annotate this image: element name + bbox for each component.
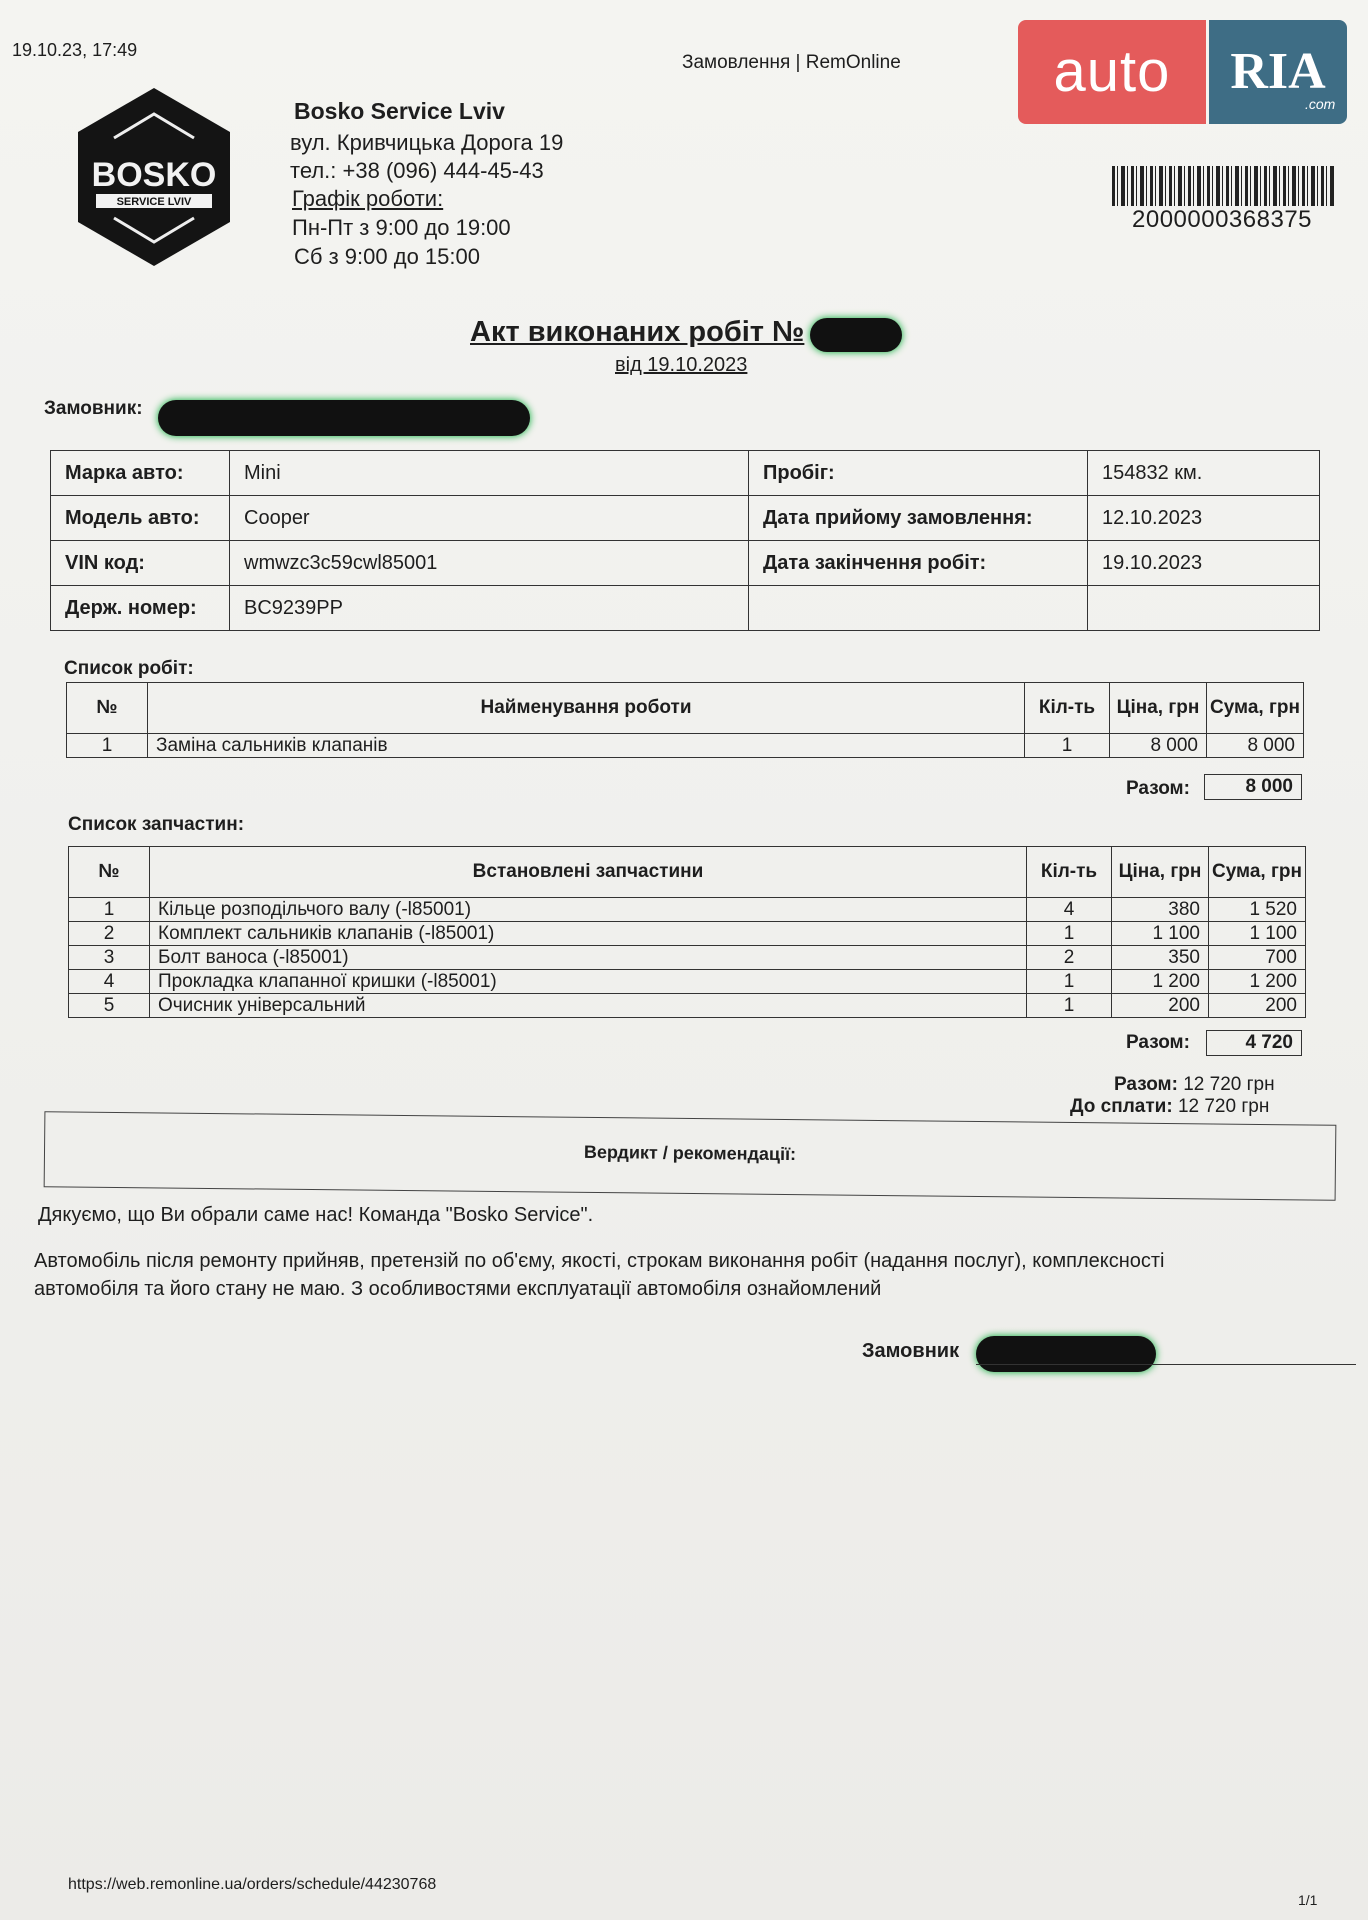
row-price: 1 100: [1112, 922, 1209, 946]
empty-cell: [749, 586, 1088, 631]
row-sum: 1 520: [1209, 898, 1306, 922]
row-price: 1 200: [1112, 970, 1209, 994]
row-num: 1: [69, 898, 150, 922]
works-table: [66, 682, 1304, 758]
col-num: №: [69, 847, 150, 898]
row-name: Прокладка клапанної кришки (-l85001): [150, 970, 1027, 994]
thanks-text: Дякуємо, що Ви обрали саме нас! Команда "Bosko Service".: [38, 1204, 594, 1226]
vehicle-info-table: [50, 450, 1320, 631]
amount-due: [1070, 1096, 1269, 1118]
barcode-image: [1112, 166, 1336, 206]
col-sum: Сума, грн: [1209, 847, 1306, 898]
print-header-title: Замовлення | RemOnline: [682, 52, 901, 73]
disclaimer-line-1: Автомобіль після ремонту прийняв, претензій по об'єму, якості, строкам виконання робіт (надання послуг), комплексності: [34, 1250, 1165, 1272]
signature-line: [976, 1364, 1356, 1365]
plate-value: BC9239PP: [230, 586, 749, 631]
company-address: вул. Кривчицька Дорога 19: [290, 130, 564, 155]
print-datetime: 19.10.23, 17:49: [12, 40, 138, 60]
redaction-act-number: [810, 318, 902, 352]
row-num: 5: [69, 994, 150, 1018]
schedule-weekdays: Пн-Пт з 9:00 до 19:00: [292, 215, 511, 240]
accept-date-value: 12.10.2023: [1088, 496, 1320, 541]
row-sum: 1 200: [1209, 970, 1306, 994]
finish-date-value: 19.10.2023: [1088, 541, 1320, 586]
parts-total-value: 4 720: [1206, 1030, 1302, 1056]
works-total-label: Разом:: [1126, 778, 1190, 799]
vin-value: wmwzc3c59cwl85001: [230, 541, 749, 586]
row-qty: 2: [1027, 946, 1112, 970]
table-row: [69, 922, 1306, 946]
mileage-value: 154832 км.: [1088, 451, 1320, 496]
row-num: 2: [69, 922, 150, 946]
table-row: [69, 946, 1306, 970]
disclaimer-line-2: автомобіля та його стану не маю. З особливостями експлуатації автомобіля ознайомлений: [34, 1278, 882, 1300]
col-sum: Сума, грн: [1207, 683, 1304, 734]
mileage-label: Пробіг:: [749, 451, 1088, 496]
vin-label: VIN код:: [51, 541, 230, 586]
row-sum: 200: [1209, 994, 1306, 1018]
bosko-logo: [74, 86, 234, 268]
watermark-auto: auto: [1018, 20, 1206, 124]
col-name: Найменування роботи: [148, 683, 1025, 734]
row-name: Заміна сальників клапанів: [148, 734, 1025, 758]
logo-word: BOSKO: [91, 156, 217, 194]
works-total-value: 8 000: [1204, 774, 1302, 800]
parts-total-label: Разом:: [1126, 1032, 1190, 1053]
row-price: 200: [1112, 994, 1209, 1018]
schedule-label: Графік роботи:: [292, 186, 444, 211]
footer-url: https://web.remonline.ua/orders/schedule/44230768: [68, 1876, 437, 1893]
act-date: від 19.10.2023: [615, 354, 748, 376]
watermark-ria: RIA: [1209, 20, 1347, 124]
amount-due-value: 12 720 грн: [1177, 1096, 1270, 1117]
row-sum: 1 100: [1209, 922, 1306, 946]
empty-cell: [1088, 586, 1320, 631]
col-price: Ціна, грн: [1112, 847, 1209, 898]
customer-label: Замовник:: [44, 398, 143, 419]
plate-label: Держ. номер:: [51, 586, 230, 631]
verdict-box: [44, 1111, 1337, 1201]
table-row: [69, 994, 1306, 1018]
row-qty: 1: [1025, 734, 1110, 758]
accept-date-label: Дата прийому замовлення:: [749, 496, 1088, 541]
redaction-customer: [158, 400, 530, 436]
row-name: Комплект сальників клапанів (-l85001): [150, 922, 1027, 946]
schedule-saturday: Сб з 9:00 до 15:00: [294, 244, 480, 269]
row-price: 380: [1112, 898, 1209, 922]
watermark-com: .com: [1305, 96, 1336, 112]
row-name: Очисник універсальний: [150, 994, 1027, 1018]
col-qty: Кіл-ть: [1027, 847, 1112, 898]
table-row: [69, 898, 1306, 922]
col-qty: Кіл-ть: [1025, 683, 1110, 734]
make-value: Mini: [230, 451, 749, 496]
logo-sub: SERVICE LVIV: [116, 196, 192, 208]
row-price: 350: [1112, 946, 1209, 970]
row-qty: 1: [1027, 970, 1112, 994]
model-label: Модель авто:: [51, 496, 230, 541]
act-title: Акт виконаних робіт №: [470, 316, 805, 348]
col-num: №: [67, 683, 148, 734]
finish-date-label: Дата закінчення робіт:: [749, 541, 1088, 586]
row-num: 1: [67, 734, 148, 758]
works-section-title: Список робіт:: [64, 658, 194, 679]
table-row: [67, 734, 1304, 758]
row-qty: 1: [1027, 922, 1112, 946]
table-row: [69, 970, 1306, 994]
grand-total: [1114, 1074, 1275, 1096]
row-name: Кільце розподільчого валу (-l85001): [150, 898, 1027, 922]
amount-due-label: До сплати:: [1070, 1096, 1173, 1117]
row-num: 4: [69, 970, 150, 994]
parts-section-title: Список запчастин:: [68, 814, 245, 835]
company-name: Bosko Service Lviv: [294, 98, 505, 124]
parts-table: [68, 846, 1306, 1018]
make-label: Марка авто:: [51, 451, 230, 496]
company-phone: тел.: +38 (096) 444-45-43: [290, 158, 544, 183]
row-name: Болт ваноса (-l85001): [150, 946, 1027, 970]
row-num: 3: [69, 946, 150, 970]
row-price: 8 000: [1110, 734, 1207, 758]
row-sum: 8 000: [1207, 734, 1304, 758]
footer-page-number: 1/1: [1298, 1892, 1318, 1908]
row-qty: 1: [1027, 994, 1112, 1018]
col-name: Встановлені запчастини: [150, 847, 1027, 898]
verdict-label: Вердикт / рекомендації:: [583, 1141, 797, 1165]
row-sum: 700: [1209, 946, 1306, 970]
model-value: Cooper: [230, 496, 749, 541]
grand-total-value: 12 720 грн: [1183, 1074, 1275, 1095]
barcode-number: 2000000368375: [1132, 206, 1313, 233]
col-price: Ціна, грн: [1110, 683, 1207, 734]
redaction-signature: [976, 1336, 1156, 1372]
grand-total-label: Разом:: [1114, 1074, 1178, 1095]
signature-label: Замовник: [862, 1340, 960, 1362]
row-qty: 4: [1027, 898, 1112, 922]
